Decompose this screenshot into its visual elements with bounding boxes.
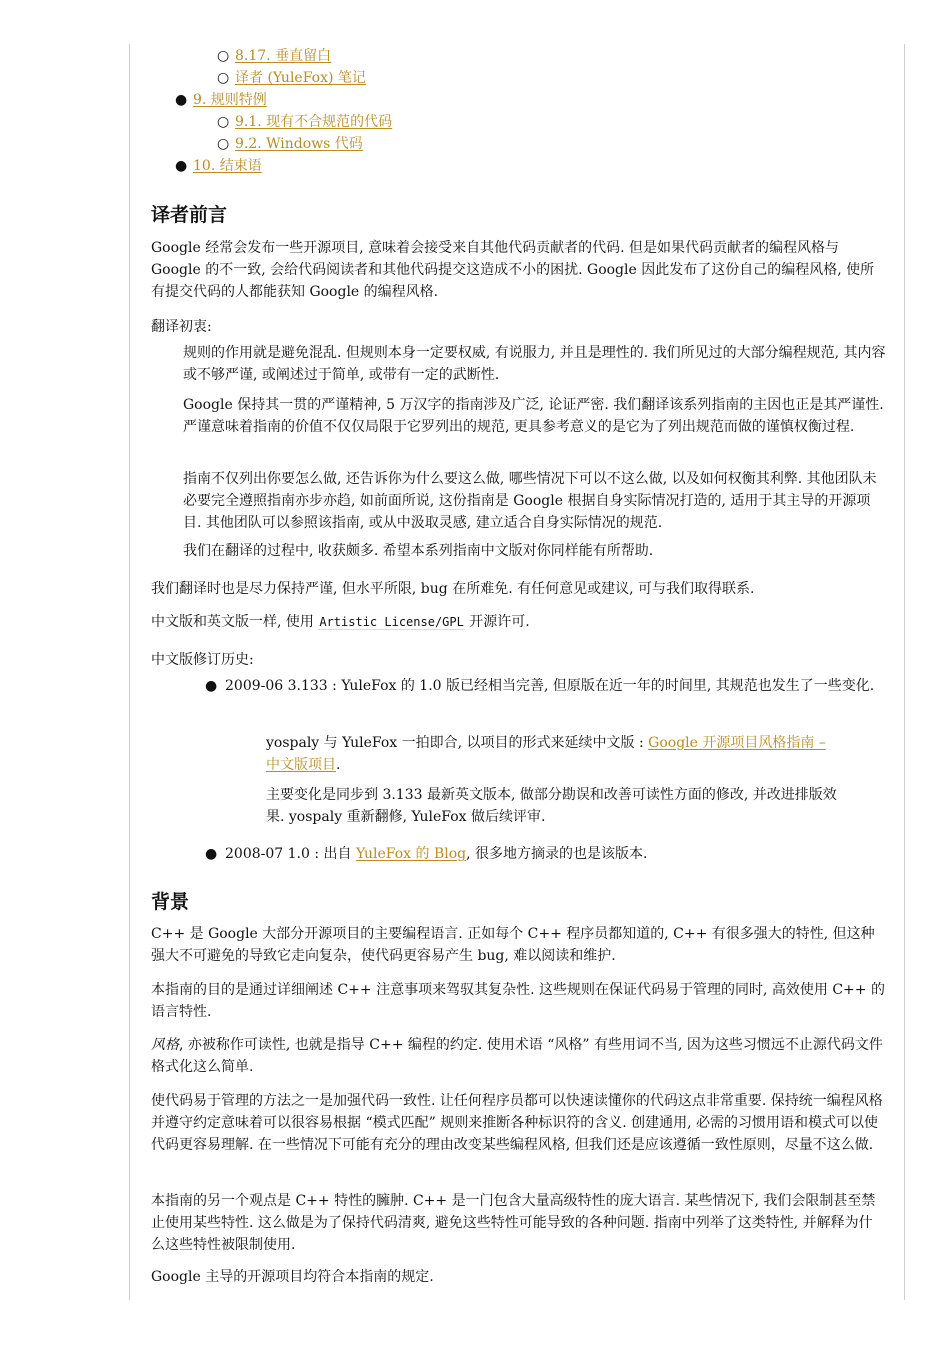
- background-paragraph: 本指南的目的是通过详细阐述 C++ 注意事项来驾驭其复杂性. 这些规则在保证代码易于管理的同时, 高效使用 C++ 的语言特性.: [151, 982, 885, 1020]
- page-right-border: [904, 44, 905, 1300]
- toc-item: [217, 45, 332, 67]
- history-item-end: , 很多地方摘录的也是该版本.: [466, 846, 648, 862]
- motive-label: 翻译初衷:: [151, 319, 212, 335]
- history-item-text: 2008-07 1.0 : 出自: [225, 846, 356, 862]
- preface-intro: Google 经常会发布一些开源项目, 意味着会接受来自其他代码贡献者的代码. 但是如果代码贡献者的编程风格与 Google 的不一致, 会给代码阅读者和其他代码提交这造成不小的困扰. Google 因此发布了这份自己的编程风格, 使所有提交代码的人都能获知 Google 的编程风格.: [151, 240, 875, 300]
- bug-note: 我们翻译时也是尽力保持严谨, 但水平所限, bug 在所难免. 有任何意见或建议, 可与我们取得联系.: [151, 581, 755, 597]
- history-label: 中文版修订历史:: [151, 652, 254, 668]
- license-text-before: 中文版和英文版一样, 使用: [151, 614, 319, 630]
- history-subnote-end: .: [336, 757, 341, 773]
- background-paragraph: Google 主导的开源项目均符合本指南的规定.: [151, 1269, 434, 1285]
- disc-bullet-icon: ●: [175, 92, 188, 108]
- license-note: [151, 611, 530, 633]
- license-code: Artistic License/GPL: [319, 615, 464, 629]
- license-text-after: 开源许可.: [464, 614, 530, 630]
- disc-bullet-icon: ●: [205, 678, 218, 694]
- background-paragraph: 本指南的另一个观点是 C++ 特性的臃肿. C++ 是一门包含大量高级特性的庞大语言. 某些情况下, 我们会限制甚至禁止使用某些特性. 这么做是为了保持代码清爽, 避免这些特性可能导致的各种问题. 指南中列举了这类特性, 并解释为什么这些特性被限制使用.: [151, 1193, 876, 1253]
- toc-item: [175, 155, 262, 177]
- motive-paragraph: 指南不仅列出你要怎么做, 还告诉你为什么要这么做, 哪些情况下可以不这么做, 以及如何权衡其利弊. 其他团队未必要完全遵照指南亦步亦趋, 如前面所说, 这份指南是 Google 根据自身实际情况打造的, 适用于其主导的开源项目. 其他团队可以参照该指南, 或从中汲取灵感, 建立适合自身实际情况的规范.: [183, 471, 877, 531]
- toc-link-8-17[interactable]: 8.17. 垂直留白: [235, 48, 332, 64]
- history-subnote-text: yospaly 与 YuleFox 一拍即合, 以项目的形式来延续中文版 :: [266, 735, 649, 751]
- section-title-preface: 译者前言: [151, 204, 228, 226]
- page-left-border: [129, 44, 130, 1300]
- toc-item: [175, 89, 267, 111]
- disc-bullet-icon: ●: [175, 158, 188, 174]
- toc-item: [217, 111, 393, 133]
- table-of-contents: [151, 44, 886, 178]
- background-paragraph: C++ 是 Google 大部分开源项目的主要编程语言. 正如每个 C++ 程序员都知道的, C++ 有很多强大的特性, 但这种强大不可避免的导致它走向复杂，使代码更容易产生 bug, 难以阅读和维护.: [151, 926, 875, 964]
- toc-link-translator-notes[interactable]: 译者 (YuleFox) 笔记: [235, 70, 366, 86]
- disc-bullet-icon: ●: [205, 846, 218, 862]
- blog-link[interactable]: YuleFox 的 Blog: [355, 846, 467, 862]
- toc-link-9-2[interactable]: 9.2. Windows 代码: [235, 136, 363, 152]
- project-link[interactable]: Google 开源项目风格指南 – 中文版项目: [266, 735, 826, 773]
- circle-bullet-icon: ○: [217, 48, 230, 64]
- toc-link-10[interactable]: 10. 结束语: [193, 158, 262, 174]
- background-paragraph: [151, 1034, 886, 1078]
- history-item: [205, 675, 887, 697]
- toc-link-9[interactable]: 9. 规则特例: [193, 92, 267, 108]
- history-subnote: 主要变化是同步到 3.133 最新英文版本, 做部分勘误和改善可读性方面的修改, 并改进排版效果. yospaly 重新翻修, YuleFox 做后续评审.: [266, 787, 837, 825]
- style-term: 风格: [151, 1037, 179, 1053]
- toc-item: [217, 133, 363, 155]
- motive-paragraph: 我们在翻译的过程中, 收获颇多. 希望本系列指南中文版对你同样能有所帮助.: [183, 543, 654, 559]
- history-subnote: [266, 732, 841, 776]
- toc-link-9-1[interactable]: 9.1. 现有不合规范的代码: [235, 114, 393, 130]
- motive-paragraph: 规则的作用就是避免混乱. 但规则本身一定要权威, 有说服力, 并且是理性的. 我们所见过的大部分编程规范, 其内容或不够严谨, 或阐述过于简单, 或带有一定的武断性.: [183, 345, 886, 383]
- circle-bullet-icon: ○: [217, 136, 230, 152]
- background-paragraph-text: , 亦被称作可读性, 也就是指导 C++ 编程的约定. 使用术语 “风格” 有些用词不当, 因为这些习惯远不止源代码文件格式化这么简单.: [151, 1037, 883, 1075]
- circle-bullet-icon: ○: [217, 70, 230, 86]
- motive-paragraph: Google 保持其一贯的严谨精神, 5 万汉字的指南涉及广泛, 论证严密. 我们翻译该系列指南的主因也正是其严谨性. 严谨意味着指南的价值不仅仅局限于它罗列出的规范, 更具参考意义的是它为了列出规范而做的谨慎权衡过程.: [183, 397, 884, 435]
- toc-item: [217, 67, 366, 89]
- history-item: [205, 843, 887, 865]
- circle-bullet-icon: ○: [217, 114, 230, 130]
- section-title-background: 背景: [151, 891, 190, 913]
- background-paragraph: 使代码易于管理的方法之一是加强代码一致性. 让任何程序员都可以快速读懂你的代码这点非常重要. 保持统一编程风格并遵守约定意味着可以很容易根据 “模式匹配” 规则来推断各种标识符的含义. 创建通用, 必需的习惯用语和模式可以使代码更容易理解. 在一些情况下可能有充分的理由改变某些编程风格, 但我们还是应该遵循一致性原则，尽量不这么做.: [151, 1093, 883, 1153]
- document-body: [151, 44, 886, 1285]
- history-item-text: 2009-06 3.133 : YuleFox 的 1.0 版已经相当完善, 但原版在近一年的时间里, 其规范也发生了一些变化.: [225, 678, 875, 694]
